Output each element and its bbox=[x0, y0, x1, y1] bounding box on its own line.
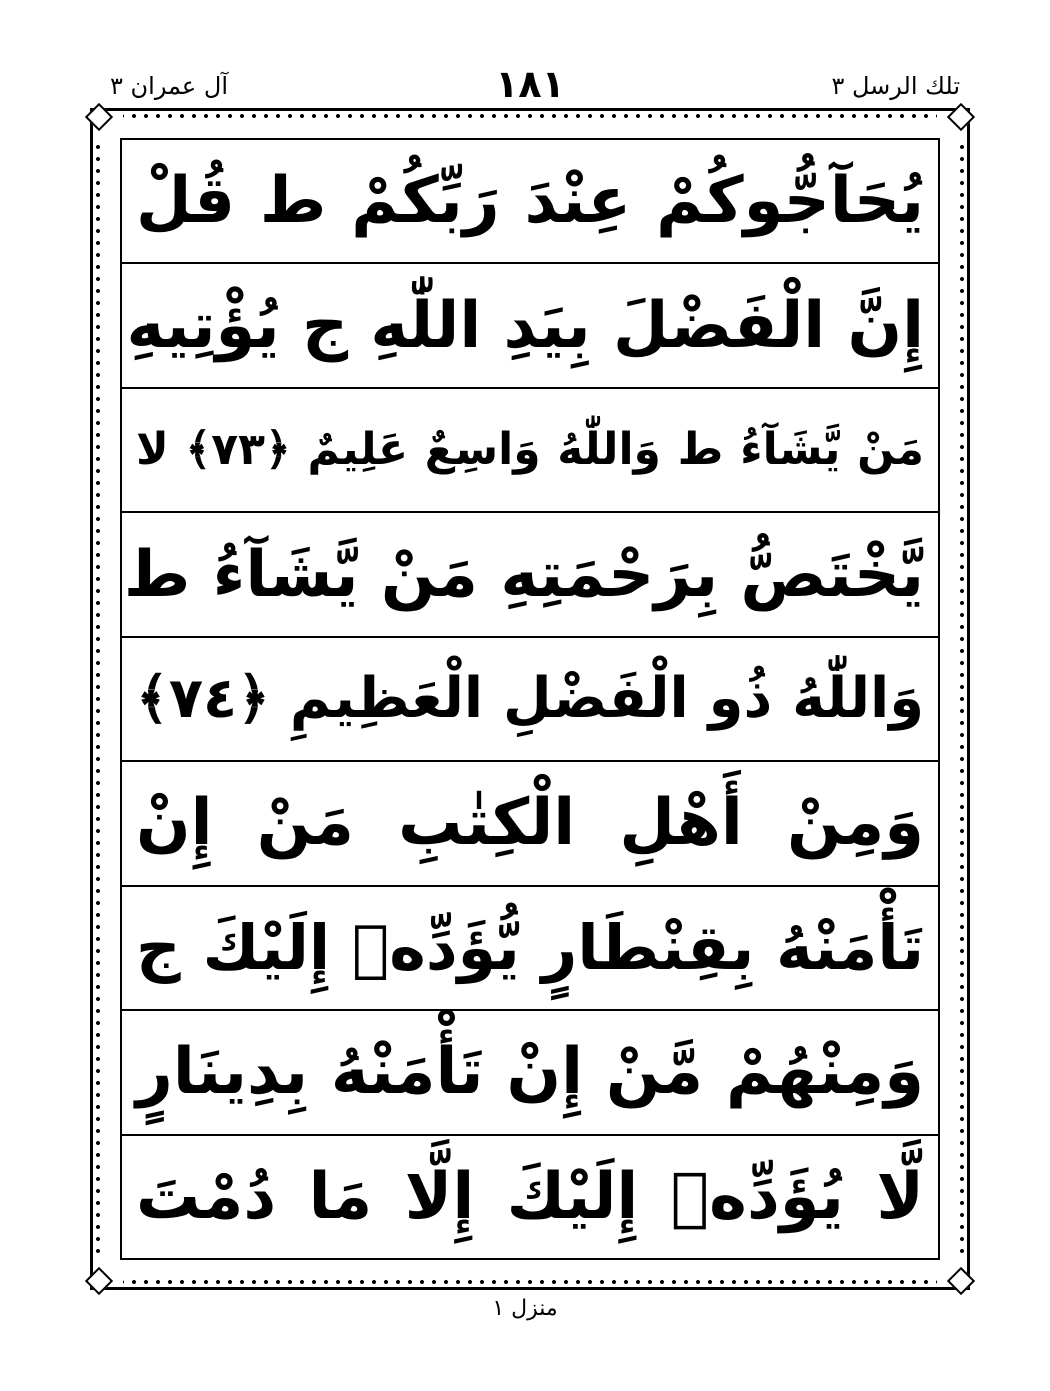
line-text: وَمِنْ أَهْلِ الْكِتٰبِ مَنْ إِنْ bbox=[136, 786, 924, 861]
text-line bbox=[122, 638, 938, 762]
page-frame bbox=[90, 108, 970, 1290]
text-line bbox=[122, 762, 938, 886]
text-lines bbox=[120, 138, 940, 1260]
text-line bbox=[122, 140, 938, 264]
page-number: ١٨١ bbox=[495, 62, 565, 106]
text-line bbox=[122, 389, 938, 513]
line-text: وَاللّٰهُ ذُو الْفَضْلِ الْعَظِيمِ ﴿٧٤﴾ bbox=[136, 665, 924, 731]
line-text: تَأْمَنْهُ بِقِنْطَارٍ يُّؤَدِّهٖ إِلَيْكَ ج bbox=[136, 910, 924, 984]
corner-ornament-icon bbox=[85, 103, 113, 131]
text-line bbox=[122, 513, 938, 637]
line-text: يَّخْتَصُّ بِرَحْمَتِهِ مَنْ يَّشَآءُ ط bbox=[123, 537, 924, 612]
corner-ornament-icon bbox=[947, 1267, 975, 1295]
page-header bbox=[80, 62, 980, 112]
border-ornament-top bbox=[123, 109, 937, 123]
border-ornament-left bbox=[91, 141, 105, 1257]
text-line bbox=[122, 264, 938, 388]
text-line bbox=[122, 887, 938, 1011]
line-text: يُحَآجُّوكُمْ عِنْدَ رَبِّكُمْ ط قُلْ bbox=[136, 164, 924, 239]
line-text: وَمِنْهُمْ مَّنْ إِنْ تَأْمَنْهُ بِدِينَارٍ bbox=[136, 1035, 924, 1110]
border-ornament-bottom bbox=[123, 1275, 937, 1289]
text-line bbox=[122, 1011, 938, 1135]
border-ornament-right bbox=[955, 141, 969, 1257]
surah-name: آل عمران ٣ bbox=[110, 72, 228, 100]
manzil-footer: منزل ١ bbox=[492, 1296, 558, 1321]
corner-ornament-icon bbox=[85, 1267, 113, 1295]
line-text: إِنَّ الْفَضْلَ بِيَدِ اللّٰهِ ج يُؤْتِيهِ bbox=[126, 288, 924, 363]
line-text: مَنْ يَّشَآءُ ط وَاللّٰهُ وَاسِعٌ عَلِيمٌ ﴿٧٣﴾ لا bbox=[136, 424, 924, 476]
line-text: لَّا يُؤَدِّهٖ إِلَيْكَ إِلَّا مَا دُمْتَ bbox=[136, 1159, 924, 1234]
juz-name: تلك الرسل ٣ bbox=[831, 72, 960, 100]
text-line bbox=[122, 1136, 938, 1258]
